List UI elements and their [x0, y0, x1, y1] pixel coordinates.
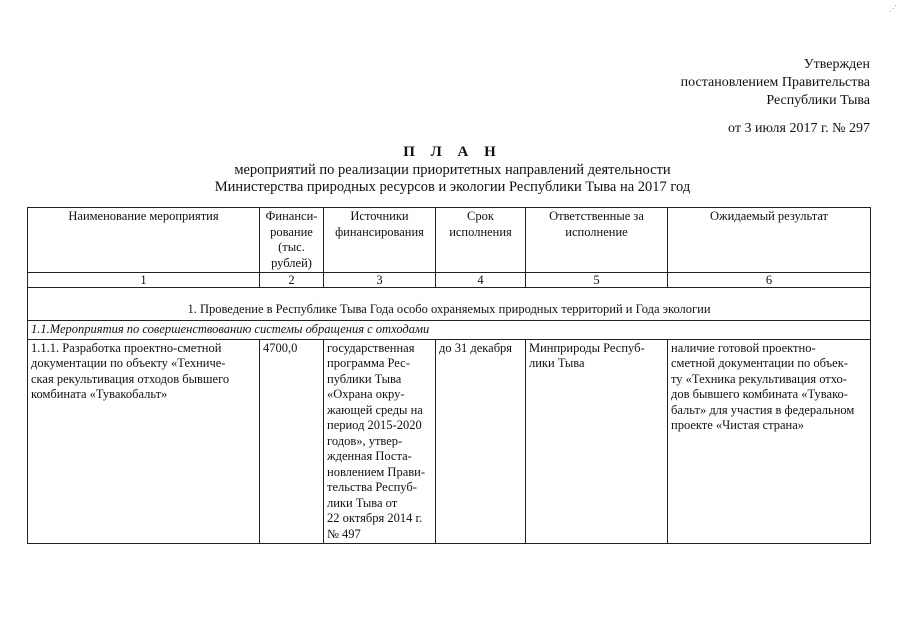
header-row [28, 208, 871, 273]
plan-table [27, 207, 871, 544]
section-row [28, 288, 871, 321]
approval-line-3: Республики Тыва [766, 93, 870, 108]
column-number: 2 [260, 273, 324, 288]
column-number: 4 [436, 273, 526, 288]
title-line-1: мероприятий по реализации приоритетных направлений деятельности [234, 162, 671, 178]
subsection-title: 1.1.Мероприятия по совершенствованию системы обращения с отходами [28, 321, 871, 340]
cell-expected-result: наличие готовой проектно- сметной документации по объек- ту «Техника рекультивация отхо- дов бывшего комбината «Тувако- бальт» для участия в федеральном проекте «Чистая страна» [668, 339, 871, 544]
cell-activity-name: 1.1.1. Разработка проектно-сметной документации по объекту «Техниче- ская рекультивация отходов бывшего комбината «Тувакобальт» [28, 339, 260, 544]
header-responsible: Ответственные за исполнение [526, 208, 668, 273]
title-plan: П Л А Н [403, 144, 502, 160]
table-row [28, 339, 871, 544]
cell-deadline: до 31 декабря [436, 339, 526, 544]
approval-line-2: постановлением Правительства [680, 75, 870, 90]
section-title: 1. Проведение в Республике Тыва Года особо охраняемых природных территорий и Года экологии [28, 288, 871, 321]
column-number: 6 [668, 273, 871, 288]
column-number-row [28, 273, 871, 288]
header-source: Источники финансирования [324, 208, 436, 273]
header-deadline: Срок исполнения [436, 208, 526, 273]
document-title [0, 142, 905, 196]
cell-funding: 4700,0 [260, 339, 324, 544]
scan-artifact-mark: ⋰ [889, 4, 897, 13]
cell-responsible: Минприроды Респуб- лики Тыва [526, 339, 668, 544]
header-funding: Финанси- рование (тыс. рублей) [260, 208, 324, 273]
cell-source: государственная программа Рес- публики Тыва «Охрана окру- жающей среды на период 2015-2020 годов», утвер- жденная Поста- новлением Прави- тельства Респуб- лики Тыва от 22 октября 2014 г. № 497 [324, 339, 436, 544]
column-number: 5 [526, 273, 668, 288]
approval-line-1: Утвержден [803, 57, 870, 72]
subsection-row [28, 321, 871, 340]
approval-stamp [681, 56, 870, 138]
column-number: 3 [324, 273, 436, 288]
title-line-2: Министерства природных ресурсов и экологии Республики Тыва на 2017 год [214, 179, 691, 195]
column-number: 1 [28, 273, 260, 288]
approval-date: от 3 июля 2017 г. № 297 [728, 121, 870, 136]
header-name: Наименование мероприятия [28, 208, 260, 273]
header-result: Ожидаемый результат [668, 208, 871, 273]
